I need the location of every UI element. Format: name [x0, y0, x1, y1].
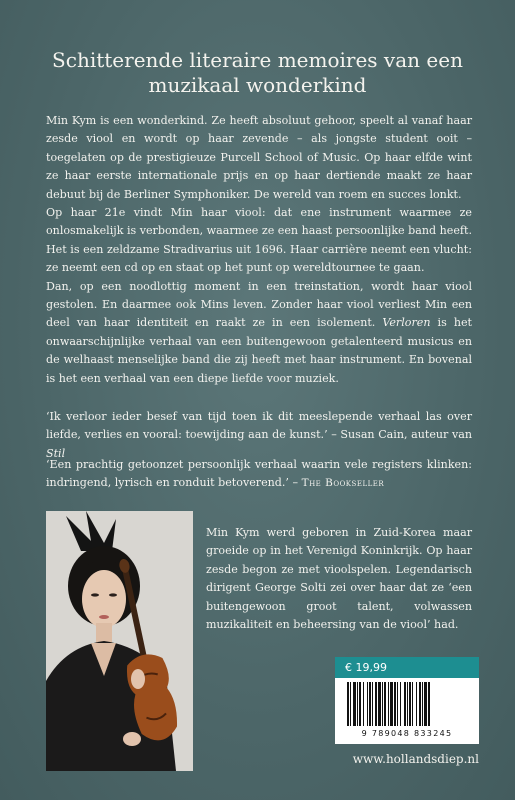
barcode-bar	[363, 682, 364, 726]
barcode-bar	[407, 682, 408, 726]
barcode-bar	[359, 682, 361, 726]
barcode-bar	[384, 682, 386, 726]
barcode-bar	[412, 682, 413, 726]
barcode-bar	[369, 682, 371, 726]
publisher-website: www.hollandsdiep.nl	[352, 752, 479, 766]
barcode-bar	[372, 682, 373, 726]
barcode-bar	[390, 682, 393, 726]
headline: Schitterende literaire memoires van een muzikaal wonderkind	[52, 48, 463, 97]
review-quote-1-text: ‘Ik verloor ieder besef van tijd toen ik dit meeslepende verhaal las over liefde, verlies en vooral: toewijding aan de kunst.’ – Susan Cain, auteur van	[46, 410, 472, 442]
blurb-paragraph-3-rest: is het onwaarschijnlijke verhaal van een buitengewoon getalenteerd musicus en de welhaast menselijke band die zij heeft met haar instrument. En bovenal is het een verhaal van een diepe liefde voor muziek.	[46, 316, 472, 385]
barcode-bar	[394, 682, 396, 726]
review-quote-2	[46, 456, 472, 493]
review-quote-1-book: Stil	[46, 446, 66, 460]
barcode-bar	[409, 682, 411, 726]
barcode-bar	[424, 682, 427, 726]
review-quote-1	[46, 408, 472, 463]
isbn-number: 9 789048 833245	[361, 729, 453, 738]
review-quote-2-text: ‘Een prachtig getoonzet persoonlijk verhaal waarin vele registers klinken: indringend, lyrisch en ronduit betoverend.’ –	[46, 458, 472, 490]
barcode	[335, 678, 479, 744]
blurb-paragraph-3-text: Dan, op een noodlottig moment in een treinstation, wordt haar viool gestolen. En daarmee ook Mins leven. Zonder haar viool verliest Min een deel van haar identiteit en raakt ze in een isolement.	[46, 279, 472, 330]
barcode-bar	[353, 682, 356, 726]
barcode-bar	[350, 682, 351, 726]
barcode-bar	[419, 682, 421, 726]
barcode-bar	[400, 682, 401, 726]
blurb	[46, 112, 472, 388]
barcode-bar	[375, 682, 377, 726]
price-label	[335, 657, 479, 678]
barcode-bar	[397, 682, 398, 726]
barcode-bars	[343, 682, 471, 728]
barcode-bar	[404, 682, 406, 726]
barcode-bar	[422, 682, 423, 726]
blurb-paragraph-2: Op haar 21e vindt Min haar viool: dat ene instrument waarmee ze onlosmakelijk is verbonden, waarmee ze een haast persoonlijke band heeft. Het is een zeldzame Stradivarius uit 1696. Haar carrière neemt een vlucht: ze neemt een cd op en staat op het punt op wereldtournee te gaan.	[46, 206, 473, 275]
blurb-paragraph-3	[46, 278, 472, 388]
barcode-bar	[357, 682, 358, 726]
review-quote-2-source: The Bookseller	[301, 477, 385, 490]
barcode-bar	[428, 682, 430, 726]
book-title: Verloren	[382, 316, 431, 330]
blurb-paragraph-1: Min Kym is een wonderkind. Ze heeft absoluut gehoor, speelt al vanaf haar zesde viool en wordt op haar zevende – als jongste student ooit – toegelaten op de prestigieuze Purcell School of Music. Op haar elfde wint ze haar eerste internationale prijs en op haar dertiende maakt ze haar debuut bij de Berliner Symphoniker. De wereld van roem en succes lonkt.	[46, 114, 472, 201]
barcode-bar	[347, 682, 349, 726]
barcode-bar	[388, 682, 389, 726]
author-photo	[46, 511, 193, 771]
author-bio: Min Kym werd geboren in Zuid-Korea maar groeide op in het Verenigd Koninkrijk. Op haar zesde begon ze met vioolspelen. Legendarisch dirigent George Solti zei over haar dat ze ‘een buitengewoon groot talent, volwassen muzikaliteit en beheersing van de viool’ had.	[206, 526, 472, 632]
barcode-bar	[367, 682, 368, 726]
barcode-bar	[382, 682, 383, 726]
price-value: € 19,99	[345, 661, 387, 674]
barcode-bar	[378, 682, 381, 726]
barcode-bar	[416, 682, 417, 726]
